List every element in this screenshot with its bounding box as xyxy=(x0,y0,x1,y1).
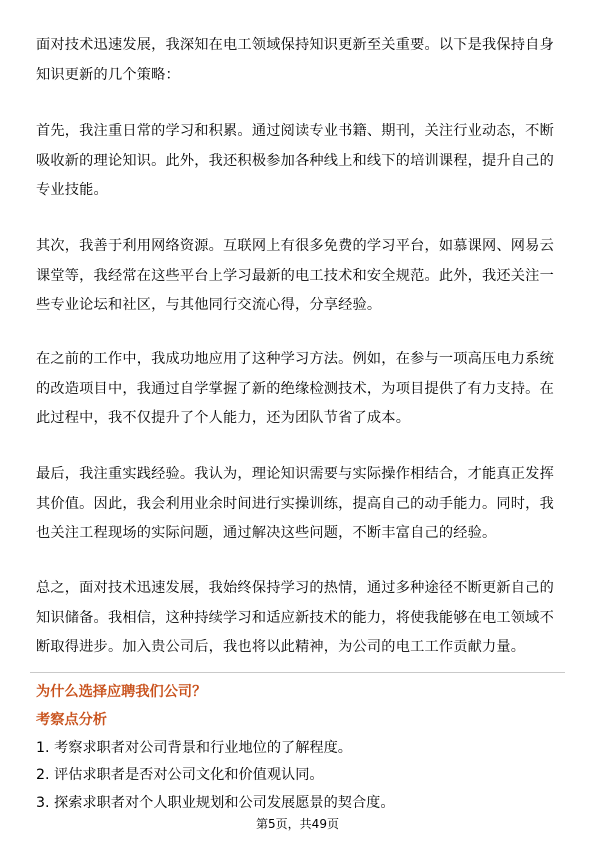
paragraph-second: 其次，我善于利用网络资源。互联网上有很多免费的学习平台，如慕课网、网易云课堂等，我经常在这些平台上学习最新的电工技术和安全规范。此外，我还关注一些专业论坛和社区，与其他同行交流心得，分享经验。 xyxy=(36,238,554,313)
paragraph-intro: 面对技术迅速发展，我深知在电工领域保持知识更新至关重要。以下是我保持自身知识更新的几个策略： xyxy=(36,37,554,83)
section-divider xyxy=(30,672,565,673)
page-number: 第5页，共49页 xyxy=(256,817,339,831)
paragraph-last: 最后，我注重实践经验。我认为，理论知识需要与实际操作相结合，才能真正发挥其价值。因此，我会利用业余时间进行实操训练，提高自己的动手能力。同时，我也关注工程现场的实际问题，通过解决这些问题，不断丰富自己的经验。 xyxy=(36,466,554,541)
analysis-heading: 考察点分析 xyxy=(36,712,107,728)
analysis-point: 1. 考察求职者对公司背景和行业地位的了解程度。 xyxy=(36,740,352,756)
paragraph-example: 在之前的工作中，我成功地应用了这种学习方法。例如，在参与一项高压电力系统的改造项目中，我通过自学掌握了新的绝缘检测技术，为项目提供了有力支持。在此过程中，我不仅提升了个人能力，还为团队节省了成本。 xyxy=(36,351,554,426)
paragraph-first: 首先，我注重日常的学习和积累。通过阅读专业书籍、期刊，关注行业动态，不断吸收新的理论知识。此外，我还积极参加各种线上和线下的培训课程，提升自己的专业技能。 xyxy=(36,123,554,198)
question-heading: 为什么选择应聘我们公司？ xyxy=(36,684,207,700)
analysis-point: 2. 评估求职者是否对公司文化和价值观认同。 xyxy=(36,767,324,783)
analysis-point: 3. 探索求职者对个人职业规划和公司发展愿景的契合度。 xyxy=(36,795,395,811)
paragraph-conclusion: 总之，面对技术迅速发展，我始终保持学习的热情，通过多种途径不断更新自己的知识储备。我相信，这种持续学习和适应新技术的能力，将使我能够在电工领域不断取得进步。加入贵公司后，我也将以此精神，为公司的电工工作贡献力量。 xyxy=(36,580,554,655)
